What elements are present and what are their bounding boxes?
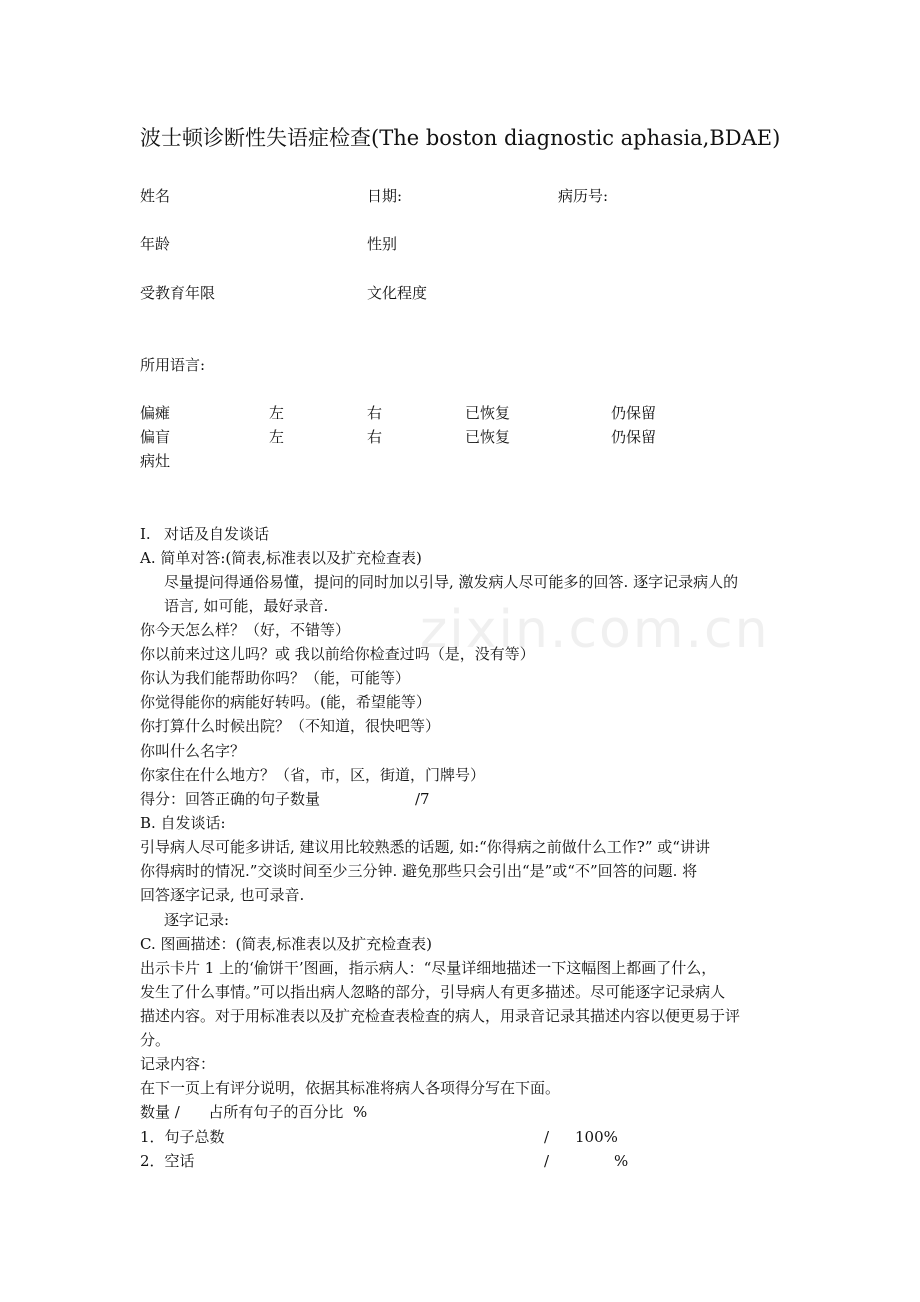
- condition-remaining: 仍保留: [611, 404, 657, 422]
- record-content-label: 记录内容：: [140, 1055, 216, 1073]
- field-age: 年龄: [140, 235, 171, 253]
- question-item: 你打算什么时候出院？（不知道，很快吧等）: [140, 717, 441, 735]
- next-page-note: 在下一页上有评分说明，依据其标准将病人各项得分写在下面。: [140, 1079, 561, 1097]
- question-item: 你叫什么名字？: [140, 742, 246, 760]
- count-row-pct: %: [614, 1152, 629, 1170]
- question-item: 你以前来过这儿吗？或 我以前给你检查过吗（是，没有等）: [140, 645, 535, 663]
- c-text-line: 出示卡片 1 上的‘偷饼干’图画，指示病人：“尽量详细地描述一下这幅图上都画了什么，: [140, 959, 717, 977]
- b-text-line: 回答逐字记录, 也可录音.: [140, 886, 305, 904]
- lesion-label: 病灶: [140, 452, 171, 470]
- question-item: 你今天怎么样？（好，不错等）: [140, 621, 351, 639]
- count-row-label: 2．空话: [140, 1152, 195, 1170]
- score-value: /7: [415, 790, 430, 808]
- question-item: 你认为我们能帮助你吗？（能，可能等）: [140, 669, 411, 687]
- condition-left: 左: [269, 404, 285, 422]
- a-instruction-line: 语言, 如可能，最好录音.: [164, 597, 329, 615]
- b-record-label: 逐字记录:: [164, 911, 230, 929]
- c-text-line: 发生了什么事情。”可以指出病人忽略的部分，引导病人有更多描述。尽可能逐字记录病人: [140, 983, 726, 1001]
- condition-remaining: 仍保留: [611, 428, 657, 446]
- condition-right: 右: [367, 428, 383, 446]
- watermark: zixin.com.cn: [420, 600, 770, 660]
- score-label: 得分：回答正确的句子数量: [140, 790, 321, 808]
- b-text-line: 你得病时的情况.”交谈时间至少三分钟. 避免那些只会引出“是”或“不”回答的问题. 将: [140, 862, 698, 880]
- field-name: 姓名: [140, 187, 171, 205]
- condition-left: 左: [269, 428, 285, 446]
- question-item: 你觉得能你的病能好转吗。(能，希望能等）: [140, 693, 431, 711]
- section-number: I.: [140, 525, 151, 543]
- subsection-c-title: C. 图画描述：(简表,标准表以及扩充检查表): [140, 935, 432, 953]
- count-row-slash: /: [544, 1128, 550, 1146]
- field-edu-years: 受教育年限: [140, 284, 216, 302]
- condition-right: 右: [367, 404, 383, 422]
- count-row-slash: /: [544, 1152, 550, 1170]
- field-date: 日期:: [367, 187, 403, 205]
- condition-recovered: 已恢复: [465, 404, 511, 422]
- c-text-line: 分。: [140, 1031, 171, 1049]
- page-title: 波士顿诊断性失语症检查(The boston diagnostic aphasia,BDAE): [140, 126, 781, 150]
- field-gender: 性别: [367, 235, 398, 253]
- condition-recovered: 已恢复: [465, 428, 511, 446]
- count-header: 数量 / 占所有句子的百分比 %: [140, 1103, 368, 1121]
- condition-label: 偏盲: [140, 428, 171, 446]
- a-instruction-line: 尽量提问得通俗易懂，提问的同时加以引导, 激发病人尽可能多的回答. 逐字记录病人的: [164, 573, 739, 591]
- c-text-line: 描述内容。对于用标准表以及扩充检查表检查的病人，用录音记录其描述内容以便更易于评: [140, 1007, 741, 1025]
- b-text-line: 引导病人尽可能多讲话, 建议用比较熟悉的话题, 如:“你得病之前做什么工作?” 或“讲讲: [140, 838, 710, 856]
- field-edu-level: 文化程度: [367, 284, 428, 302]
- field-language: 所用语言:: [140, 356, 206, 374]
- subsection-a-title: A. 简单对答:(简表,标准表以及扩充检查表): [140, 549, 422, 567]
- section-heading: 对话及自发谈话: [164, 525, 270, 543]
- count-row-pct: 100%: [575, 1128, 618, 1146]
- condition-label: 偏瘫: [140, 404, 171, 422]
- subsection-b-title: B. 自发谈话:: [140, 814, 226, 832]
- field-record-no: 病历号:: [558, 187, 609, 205]
- count-row-label: 1．句子总数: [140, 1128, 225, 1146]
- question-item: 你家住在什么地方？（省，市，区，街道，门牌号）: [140, 766, 486, 784]
